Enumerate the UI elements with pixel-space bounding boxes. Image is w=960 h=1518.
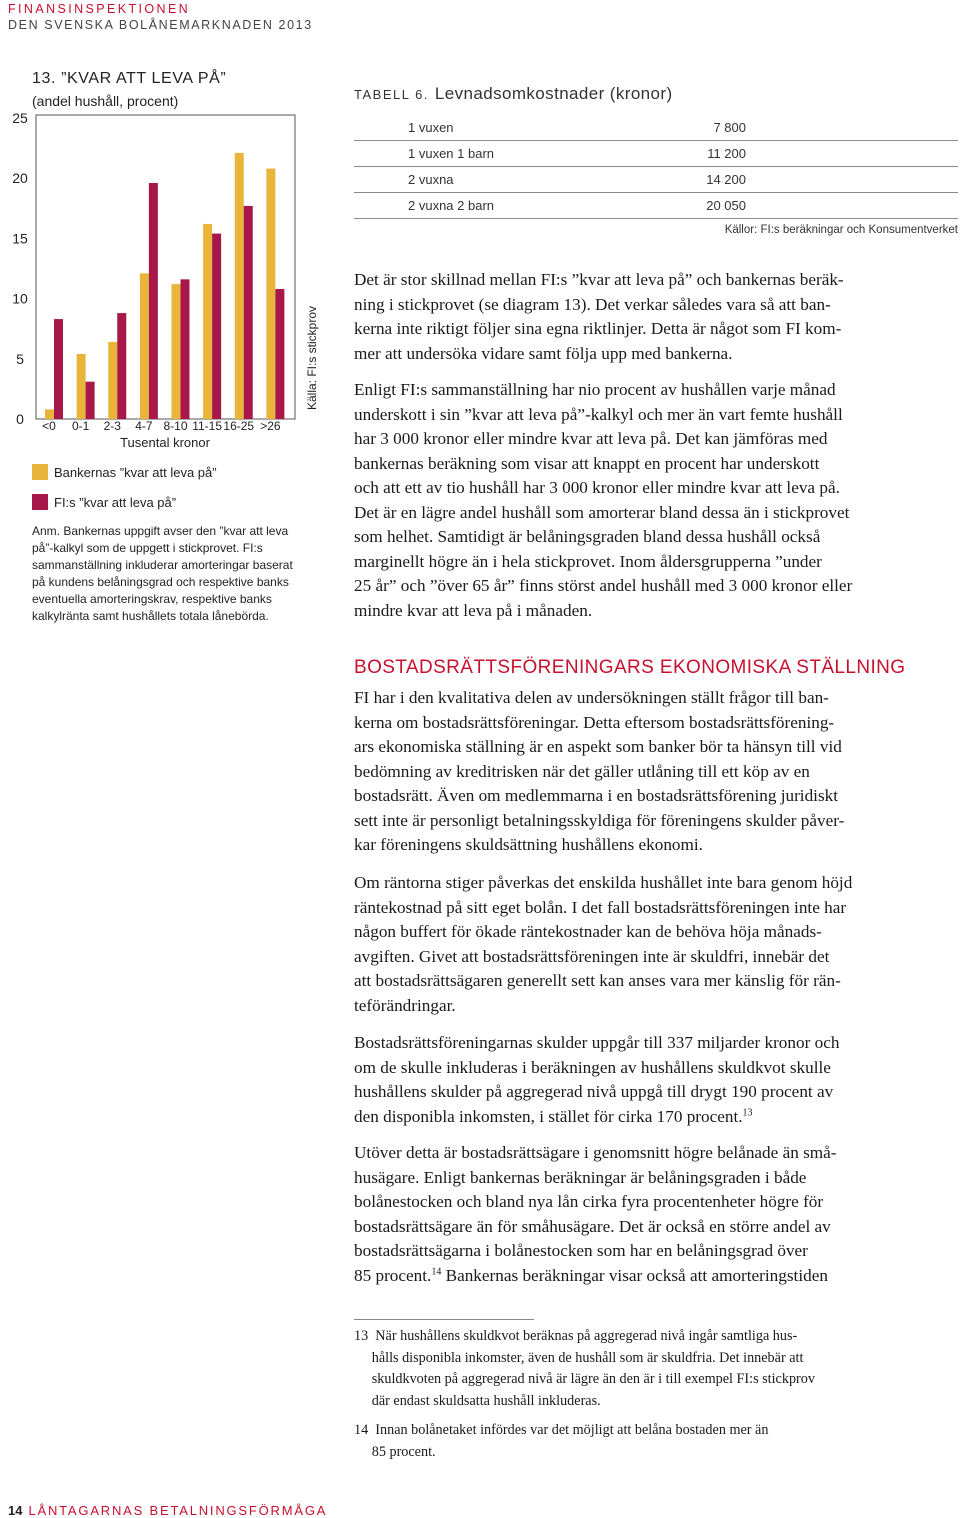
text-line: och att ett av tio hushåll har 3 000 kronor eller mindre kvar att leva på. — [354, 478, 840, 497]
table-cell-cost: 20 050 — [706, 198, 746, 213]
note-line: eventuella amorteringskrav, respektive banks — [32, 592, 272, 606]
text-line: om de skulle inkluderas i beräkningen av hushållens skuldkvot skulle — [354, 1057, 831, 1077]
table-row — [354, 193, 958, 219]
y-tick-label: 0 — [16, 411, 24, 427]
footnote-line: hålls disponibla inkomster, även de hushåll som är skuldfria. Det innebär att — [354, 1349, 804, 1366]
text-line: att bostadsrättsägaren generellt sett kan anses vara mer känslig för rän- — [354, 971, 841, 990]
chart-source: Källa: FI:s stickprov — [305, 305, 319, 410]
bar-fi — [54, 319, 63, 419]
text-run: den disponibla inkomsten, i stället för cirka 170 procent. — [354, 1106, 743, 1126]
bar-chart — [0, 100, 340, 460]
footer-section: LÅNTAGARNAS BETALNINGSFÖRMÅGA — [28, 1503, 328, 1518]
text-line: Enligt FI:s sammanställning har nio procent av hushållen varje månad — [354, 380, 836, 399]
table-row — [354, 115, 958, 141]
text-line: kerna om bostadsrättsföreningar. Detta eftersom bostadsrättsförening- — [354, 712, 835, 732]
text-run: 85 procent. — [354, 1265, 432, 1285]
note-line: kalkylränta samt hushållets totala lånebörda. — [32, 609, 269, 623]
legend-swatch-fi — [32, 494, 48, 510]
text-line: Det är stor skillnad mellan FI:s ”kvar att leva på” och bankernas beräk- — [354, 270, 844, 289]
text-line: Om räntorna stiger påverkas det enskilda hushållet inte bara genom höjd — [354, 873, 853, 892]
org-name: FINANSINSPEKTIONEN — [8, 2, 191, 16]
text-line: Bostadsrättsföreningarnas skulder uppgår till 337 miljarder kronor och — [354, 1033, 840, 1052]
text-line: ars ekonomiska ställning är en aspekt som banker bör ta hänsyn till vid — [354, 737, 842, 756]
page-footer — [8, 1503, 327, 1518]
bar-fi — [212, 234, 221, 419]
report-title: DEN SVENSKA BOLÅNEMARKNADEN 2013 — [8, 18, 313, 32]
bar-fi — [86, 382, 95, 419]
text-run: Bankernas beräkningar visar också att amorteringstiden — [441, 1265, 828, 1285]
text-line: Utöver detta är bostadsrättsägare i genomsnitt högre belånade än små- — [354, 1143, 837, 1162]
x-tick-label: <0 — [42, 419, 56, 433]
chart-note — [32, 523, 324, 625]
bar-banks — [172, 284, 181, 419]
text-line: sett inte är personligt betalningsskyldiga för föreningens skulder påver- — [354, 810, 845, 830]
text-line: någon buffert för ökade räntekostnader kan de behöva höja månads- — [354, 922, 822, 941]
plot-frame — [36, 115, 295, 419]
text-line: teförändringar. — [354, 995, 456, 1015]
text-line: husägare. Enligt bankernas beräkningar är belåningsgraden i både — [354, 1167, 807, 1187]
y-tick-label: 15 — [12, 230, 28, 247]
paragraph-1 — [354, 268, 958, 366]
legend-label-fi: FI:s ”kvar att leva på” — [54, 494, 177, 510]
bar-fi — [275, 289, 284, 419]
footnote-line: 14 Innan bolånetaket infördes var det möjligt att belåna bostaden mer än — [354, 1422, 769, 1438]
footnote-13 — [354, 1326, 815, 1412]
table-cell-household: 2 vuxna — [408, 172, 454, 187]
y-tick-label: 25 — [12, 110, 28, 126]
text-line: avgiften. Givet att bostadsrättsföreningen inte är skuldfri, innebär det — [354, 946, 830, 966]
text-line: mer att undersöka vidare samt följa upp med bankerna. — [354, 343, 733, 363]
text-line: marginellt högre än i hela stickprovet. Inom åldersgrupperna ”under — [354, 551, 822, 571]
footnote-line: där endast skuldsatta hushåll inkluderas. — [354, 1392, 601, 1409]
x-tick-label: 2-3 — [103, 419, 121, 433]
legend-banks — [32, 464, 217, 480]
text-line: hushållens skulder på aggregerad nivå uppgå till drygt 190 procent av — [354, 1082, 834, 1101]
paragraph-2 — [354, 378, 958, 623]
footnote-ref-14: 14 — [431, 1265, 442, 1277]
paragraph-6 — [354, 1141, 958, 1288]
x-tick-label: 8-10 — [163, 419, 188, 433]
x-tick-label: 0-1 — [71, 419, 90, 433]
bar-fi — [149, 183, 158, 419]
text-line: ning i stickprovet (se diagram 13). Det verkar således vara så att ban- — [354, 294, 831, 314]
note-line: på”-kalkyl som de uppgett i stickprovet. FI:s — [32, 541, 263, 555]
paragraph-3 — [354, 686, 958, 858]
table-cell-cost: 11 200 — [707, 146, 746, 161]
note-line: sammanställning inkluderar amorteringar baserat — [32, 558, 293, 572]
bar-banks — [203, 224, 212, 419]
table-cell-household: 1 vuxen 1 barn — [408, 146, 495, 161]
text-line: mindre kvar att leva på i månaden. — [354, 600, 593, 620]
x-axis-label: Tusental kronor — [120, 435, 210, 450]
text-line — [354, 1264, 958, 1289]
paragraph-4 — [354, 871, 958, 1018]
bar-banks — [108, 342, 117, 419]
bar-banks — [235, 153, 244, 419]
text-line: underskott i sin ”kvar att leva på”-kalkyl och mer än vart femte hushåll — [354, 404, 843, 424]
x-tick-label: >26 — [260, 419, 281, 433]
text-line: 25 år” och ”över 65 år” finns störst andel hushåll med 3 000 kronor eller — [354, 576, 853, 595]
footnote-line: 85 procent. — [354, 1443, 436, 1460]
table-cell-cost: 14 200 — [706, 172, 746, 187]
bar-fi — [244, 206, 253, 419]
footnote-line: skuldkvoten på aggregerad nivå är lägre än den är i till exempel FI:s stickprov — [354, 1371, 815, 1387]
note-line: på kundens belåningsgrad och respektive banks — [32, 575, 289, 589]
legend-swatch-banks — [32, 464, 48, 480]
bar-banks — [140, 273, 149, 419]
chart-subtitle: (andel hushåll, procent) — [32, 93, 179, 109]
text-line: bolånestocken och bland nya lån cirka fyra procentenheter högre för — [354, 1192, 824, 1211]
text-line: kerna inte riktigt följer sina egna riktlinjer. Detta är något som FI kom- — [354, 319, 842, 338]
bar-banks — [77, 354, 86, 419]
footnote-rule — [354, 1319, 534, 1320]
table-title-text: Levnadsomkostnader (kronor) — [434, 84, 673, 103]
footnote-14 — [354, 1420, 768, 1463]
legend-fi — [32, 494, 176, 510]
chart-title: 13. ”KVAR ATT LEVA PÅ” — [32, 70, 227, 87]
bar-banks — [45, 409, 54, 419]
text-line: bedömning av kreditrisken när det gäller utlåning till ett köp av en — [354, 761, 810, 781]
x-tick-label: 11-15 — [192, 419, 223, 433]
table-cell-cost: 7 800 — [713, 120, 746, 135]
footnote-ref-13: 13 — [742, 1106, 753, 1118]
legend-label-banks: Bankernas ”kvar att leva på” — [54, 464, 217, 480]
page-number: 14 — [8, 1503, 23, 1518]
y-tick-label: 5 — [16, 350, 24, 367]
table-cell-household: 1 vuxen — [408, 120, 454, 135]
x-tick-label: 4-7 — [135, 419, 153, 433]
table-source: Källor: FI:s beräkningar och Konsumentverket — [724, 224, 958, 236]
text-line: som helhet. Samtidigt är belåningsgraden bland dessa hushåll också — [354, 527, 821, 546]
text-line: bostadsrättsägarna i bolånestocken som har en belåningsgrad över — [354, 1241, 808, 1260]
text-line: FI har i den kvalitativa delen av undersökningen ställt frågor till ban- — [354, 688, 829, 707]
table-label: TABELL 6. — [354, 87, 429, 102]
bar-fi — [117, 313, 126, 419]
text-line: kar föreningens skuldsättning hushållens ekonomi. — [354, 835, 703, 854]
table-row — [354, 141, 958, 167]
text-line: räntekostnad på sitt eget bolån. I det fall bostadsrättsföreningen inte har — [354, 897, 847, 917]
table-row — [354, 167, 958, 193]
bar-fi — [181, 279, 190, 419]
text-line: bostadsrättsägare än för småhusägare. Det är också en större andel av — [354, 1216, 831, 1236]
table-title — [354, 84, 673, 104]
y-tick-label: 10 — [12, 290, 28, 307]
text-line: bankernas beräkning som visar att knappt en procent har underskott — [354, 453, 820, 473]
text-line: har 3 000 kronor eller mindre kvar att leva på. Det kan jämföras med — [354, 429, 828, 448]
bar-banks — [266, 169, 275, 419]
text-line: Det är en lägre andel hushåll som amorterar bland dessa än i stickprovet — [354, 502, 850, 522]
x-tick-label: 16-25 — [223, 419, 255, 433]
paragraph-5 — [354, 1031, 958, 1129]
y-tick-label: 20 — [12, 170, 28, 187]
section-heading: BOSTADSRÄTTSFÖRENINGARS EKONOMISKA STÄLLNING — [354, 657, 906, 678]
text-line — [354, 1105, 958, 1130]
table-cell-household: 2 vuxna 2 barn — [408, 198, 495, 213]
footnote-line: 13 När hushållens skuldkvot beräknas på aggregerad nivå ingår samtliga hus- — [354, 1328, 798, 1344]
note-line: Anm. Bankernas uppgift avser den ”kvar att leva — [32, 524, 289, 538]
text-line: bostadsrätt. Även om medlemmarna i en bostadsrättsförening juridiskt — [354, 786, 839, 805]
